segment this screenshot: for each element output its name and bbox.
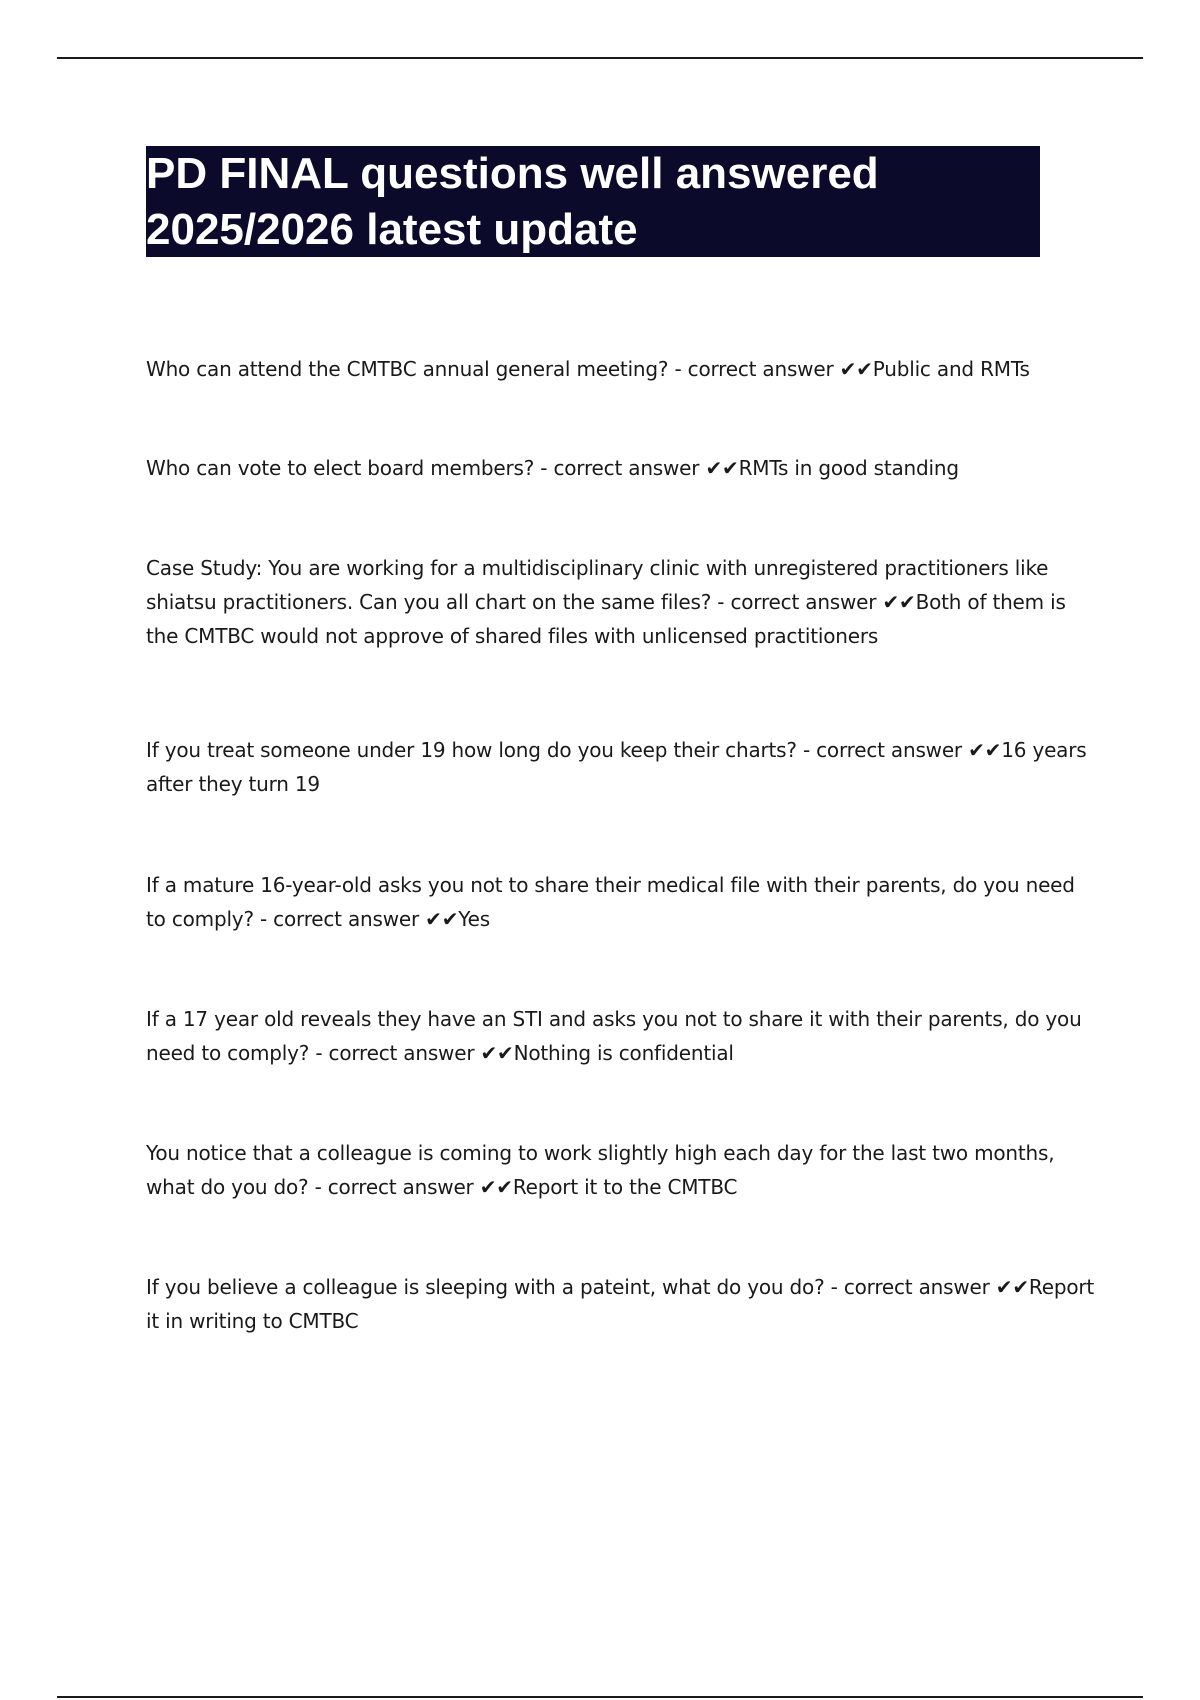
title-banner (146, 146, 1040, 257)
qa-item-8: If you believe a colleague is sleeping with a pateint, what do you do? - correct answer ✔✔Report it in writing to CMTBC (146, 1275, 1095, 1333)
qa-item-4: If you treat someone under 19 how long do you keep their charts? - correct answer ✔✔16 years after they turn 19 (146, 738, 1087, 796)
footer-rule (57, 1696, 1143, 1698)
qa-item-5: If a mature 16-year-old asks you not to share their medical file with their parents, do you need to comply? - correct answer ✔✔Yes (146, 873, 1075, 931)
qa-item-2: Who can vote to elect board members? - correct answer ✔✔RMTs in good standing (146, 456, 959, 480)
qa-item-3: Case Study: You are working for a multidisciplinary clinic with unregistered practitioners like shiatsu practitioners. Can you all chart on the same files? - correct answer ✔✔Both of them is the CMTBC would not approve of shared files with unlicensed practitioners (146, 556, 1066, 648)
qa-item-1: Who can attend the CMTBC annual general meeting? - correct answer ✔✔Public and RMTs (146, 357, 1030, 381)
qa-item-6: If a 17 year old reveals they have an STI and asks you not to share it with their parents, do you need to comply? - correct answer ✔✔Nothing is confidential (146, 1007, 1082, 1065)
qa-item-7: You notice that a colleague is coming to work slightly high each day for the last two months, what do you do? - correct answer ✔✔Report it to the CMTBC (146, 1141, 1055, 1199)
header-rule (57, 57, 1143, 59)
document-title: PD FINAL questions well answered 2025/2026 latest update (146, 149, 879, 254)
